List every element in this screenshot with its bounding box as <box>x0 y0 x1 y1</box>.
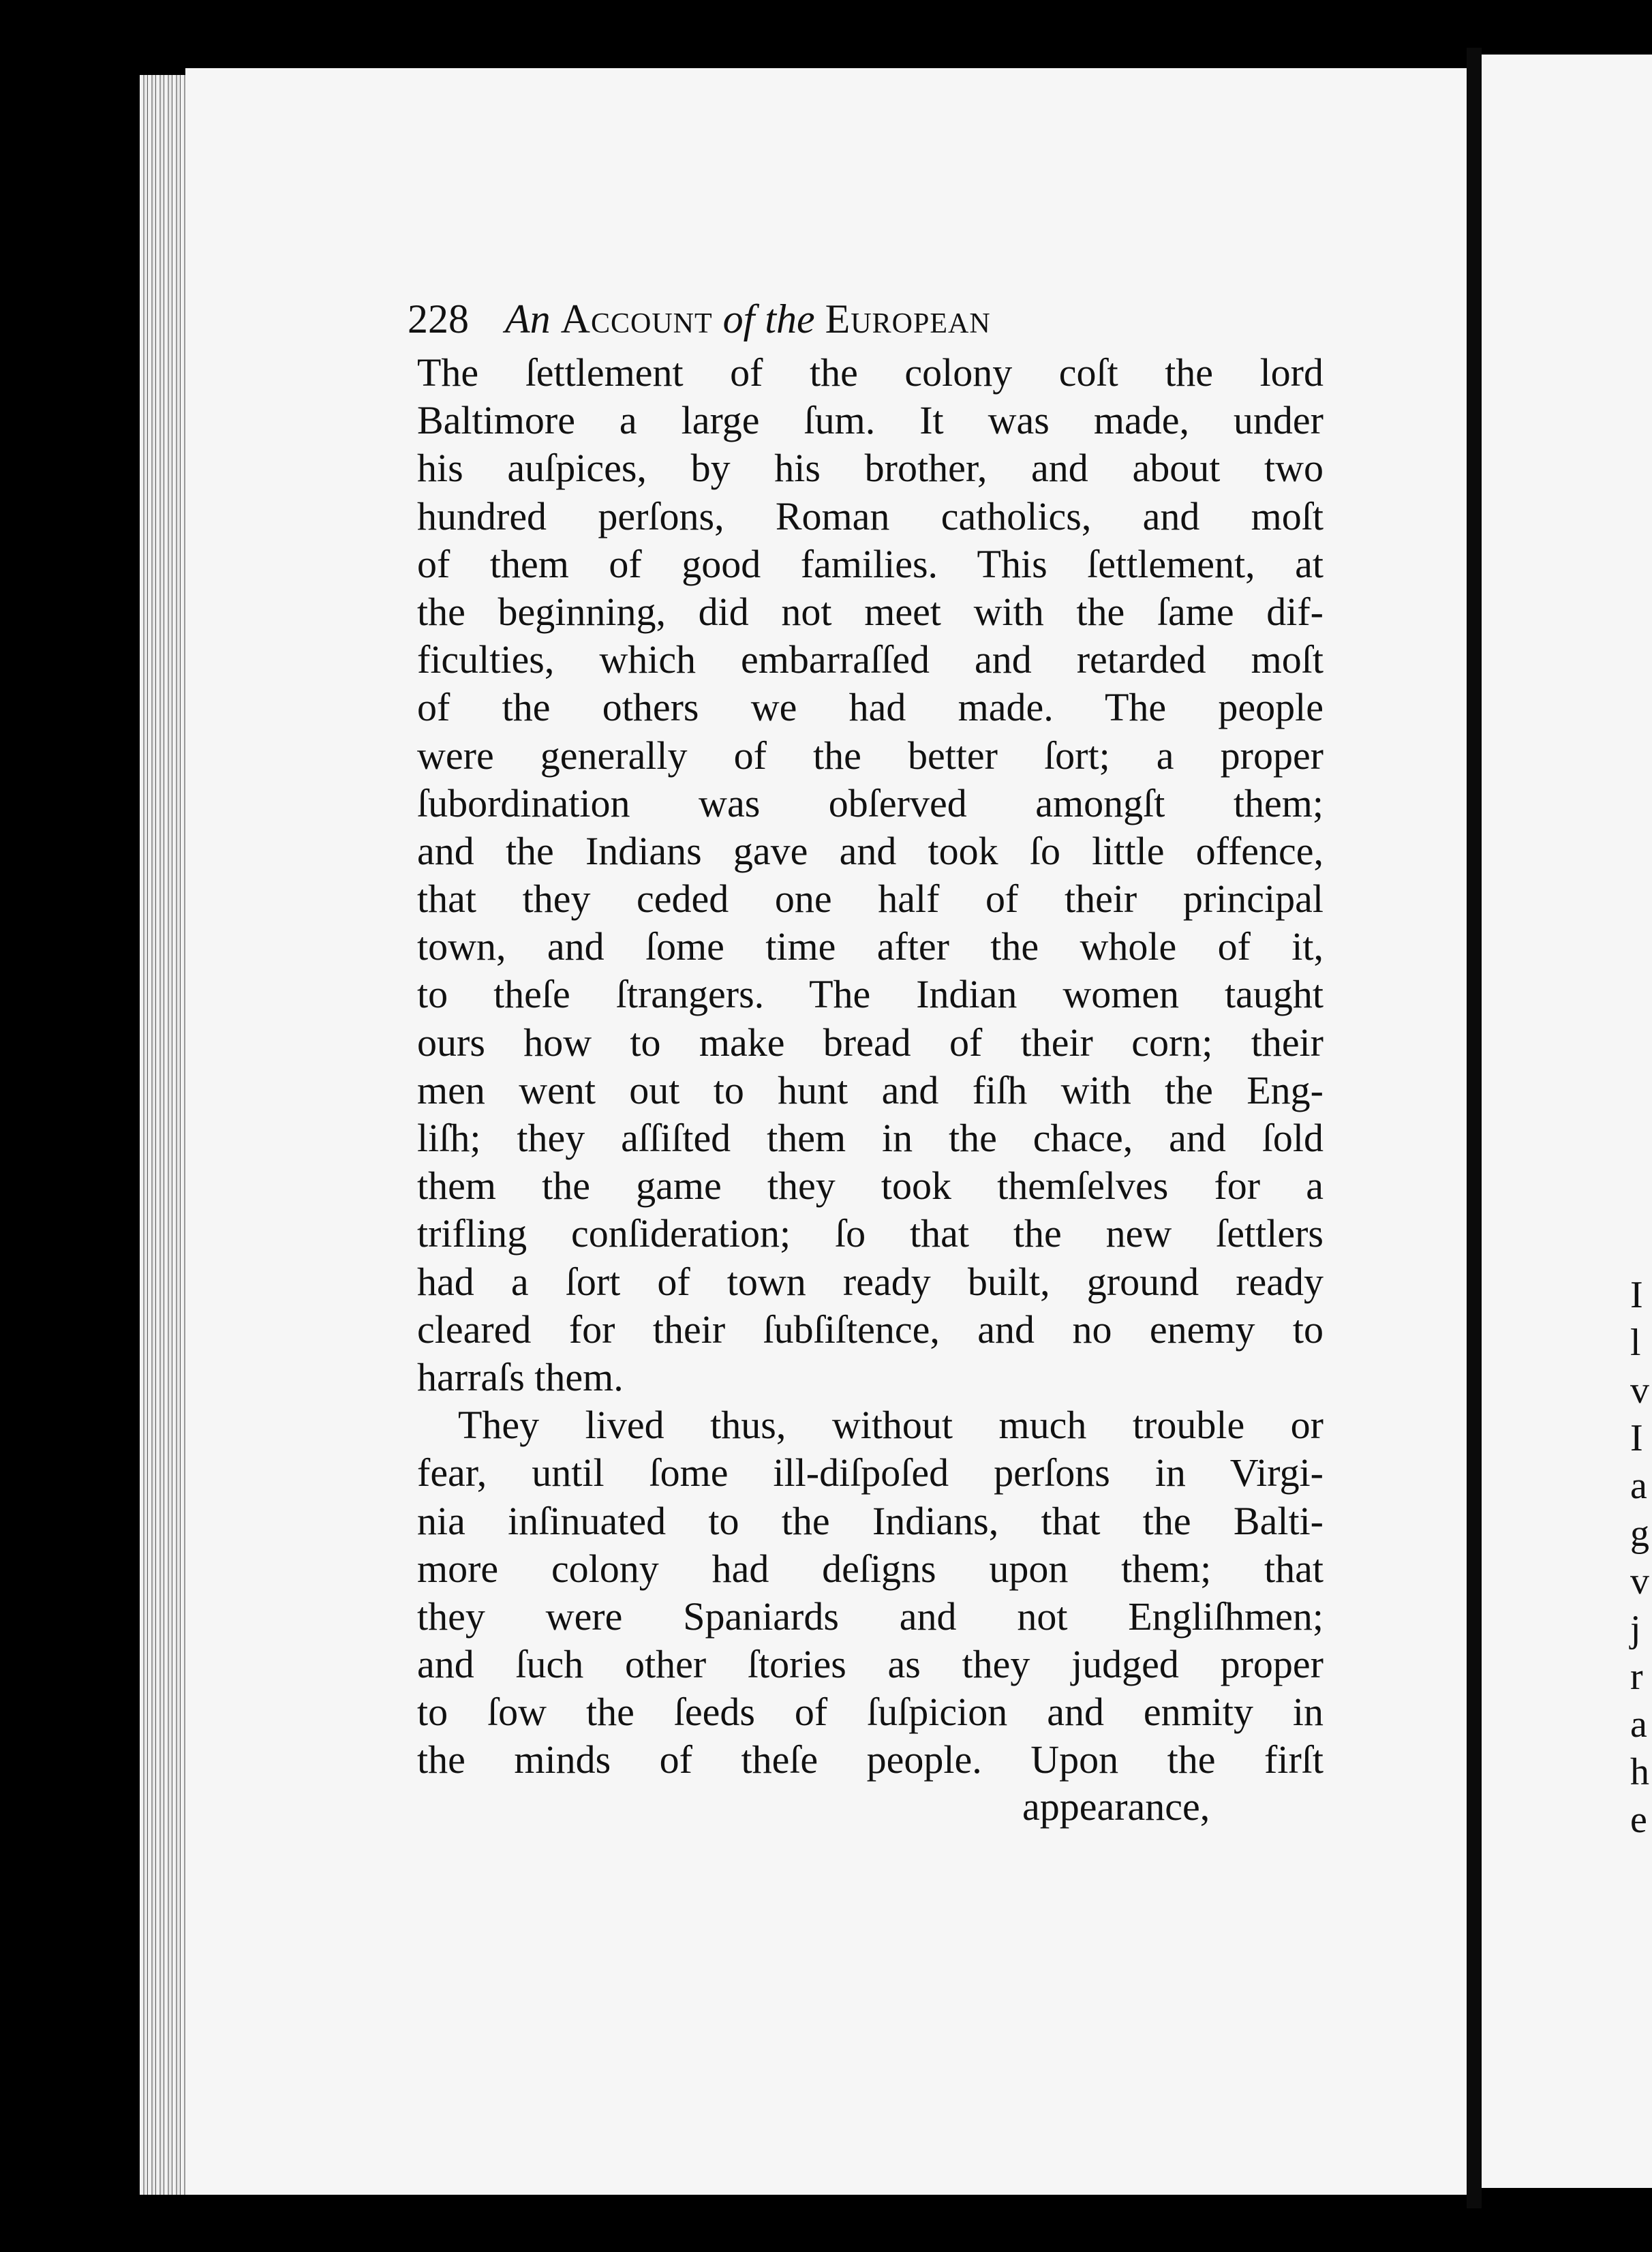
header-word-of-the: of the <box>722 296 815 341</box>
text-line: men went out to hunt and fiſh with the Eng- <box>417 1067 1324 1112</box>
right-page-fragment: I <box>1630 1417 1643 1459</box>
right-page-fragment: l <box>1630 1322 1641 1364</box>
text-line: The ſettlement of the colony coſt the lord <box>417 350 1324 395</box>
text-line: had a ſort of town ready built, ground ready <box>417 1259 1324 1304</box>
text-line: cleared for their ſubſiſtence, and no enemy to <box>417 1307 1324 1352</box>
text-line: fear, until ſome ill-diſpoſed perſons in Virgi- <box>417 1450 1324 1495</box>
right-page-fragment: I <box>1630 1274 1643 1316</box>
right-page-fragment: e <box>1630 1799 1647 1841</box>
text-line: liſh; they aſſiſted them in the chace, and ſold <box>417 1116 1324 1160</box>
right-page-fragment: v <box>1630 1369 1649 1412</box>
text-line: ours how to make bread of their corn; their <box>417 1020 1324 1065</box>
text-line: more colony had deſigns upon them; that <box>417 1546 1324 1591</box>
right-page-fragment: a <box>1630 1465 1647 1507</box>
right-page-edge <box>1482 55 1652 2188</box>
text-line: and ſuch other ſtories as they judged proper <box>417 1642 1324 1687</box>
paragraph-end-line: harraſs them. <box>417 1354 624 1399</box>
book-gutter <box>1467 48 1482 2208</box>
text-line: to ſow the ſeeds of ſuſpicion and enmity in <box>417 1690 1324 1735</box>
right-page-fragment: a <box>1630 1703 1647 1746</box>
text-line: of the others we had made. The people <box>417 685 1324 730</box>
text-line: that they ceded one half of their principal <box>417 877 1324 922</box>
header-word-an: An <box>505 296 551 341</box>
text-line: his auſpices, by his brother, and about two <box>417 446 1324 491</box>
page-number: 228 <box>408 296 469 341</box>
text-line: they were Spaniards and not Engliſhmen; <box>417 1594 1324 1639</box>
header-word-european: European <box>825 296 991 341</box>
body-text <box>417 349 1324 1784</box>
text-line: them the game they took themſelves for a <box>417 1163 1324 1208</box>
text-line: ſubordination was obſerved amongſt them; <box>417 780 1324 825</box>
text-line: were generally of the better ſort; a proper <box>417 733 1324 778</box>
text-line: the minds of theſe people. Upon the firſt <box>417 1737 1324 1782</box>
text-line: Baltimore a large ſum. It was made, under <box>417 398 1324 443</box>
header-word-account: Account <box>560 296 713 341</box>
right-page-fragment: r <box>1630 1656 1643 1698</box>
text-line: trifling conſideration; ſo that the new ſettlers <box>417 1211 1324 1256</box>
paragraph-start-line: They lived thus, without much trouble or <box>458 1403 1324 1448</box>
right-page-fragment: j <box>1630 1608 1641 1650</box>
text-line: ficulties, which embarraſſed and retarded moſt <box>417 637 1324 682</box>
text-line: and the Indians gave and took ſo little offence, <box>417 828 1324 873</box>
text-line: the beginning, did not meet with the ſame dif- <box>417 589 1324 634</box>
page-edges <box>140 75 187 2195</box>
right-page-fragment: v <box>1630 1560 1649 1602</box>
text-line: of them of good families. This ſettlement, at <box>417 541 1324 586</box>
text-line: to theſe ſtrangers. The Indian women taught <box>417 972 1324 1017</box>
text-line: hundred perſons, Roman catholics, and moſt <box>417 493 1324 538</box>
text-line: nia inſinuated to the Indians, that the Balti- <box>417 1498 1324 1543</box>
right-page-fragment: h <box>1630 1751 1649 1793</box>
running-header <box>408 292 1294 346</box>
catchword: appearance, <box>1022 1784 1210 1829</box>
text-line: town, and ſome time after the whole of it, <box>417 924 1324 969</box>
right-page-fragment: g <box>1630 1512 1649 1555</box>
